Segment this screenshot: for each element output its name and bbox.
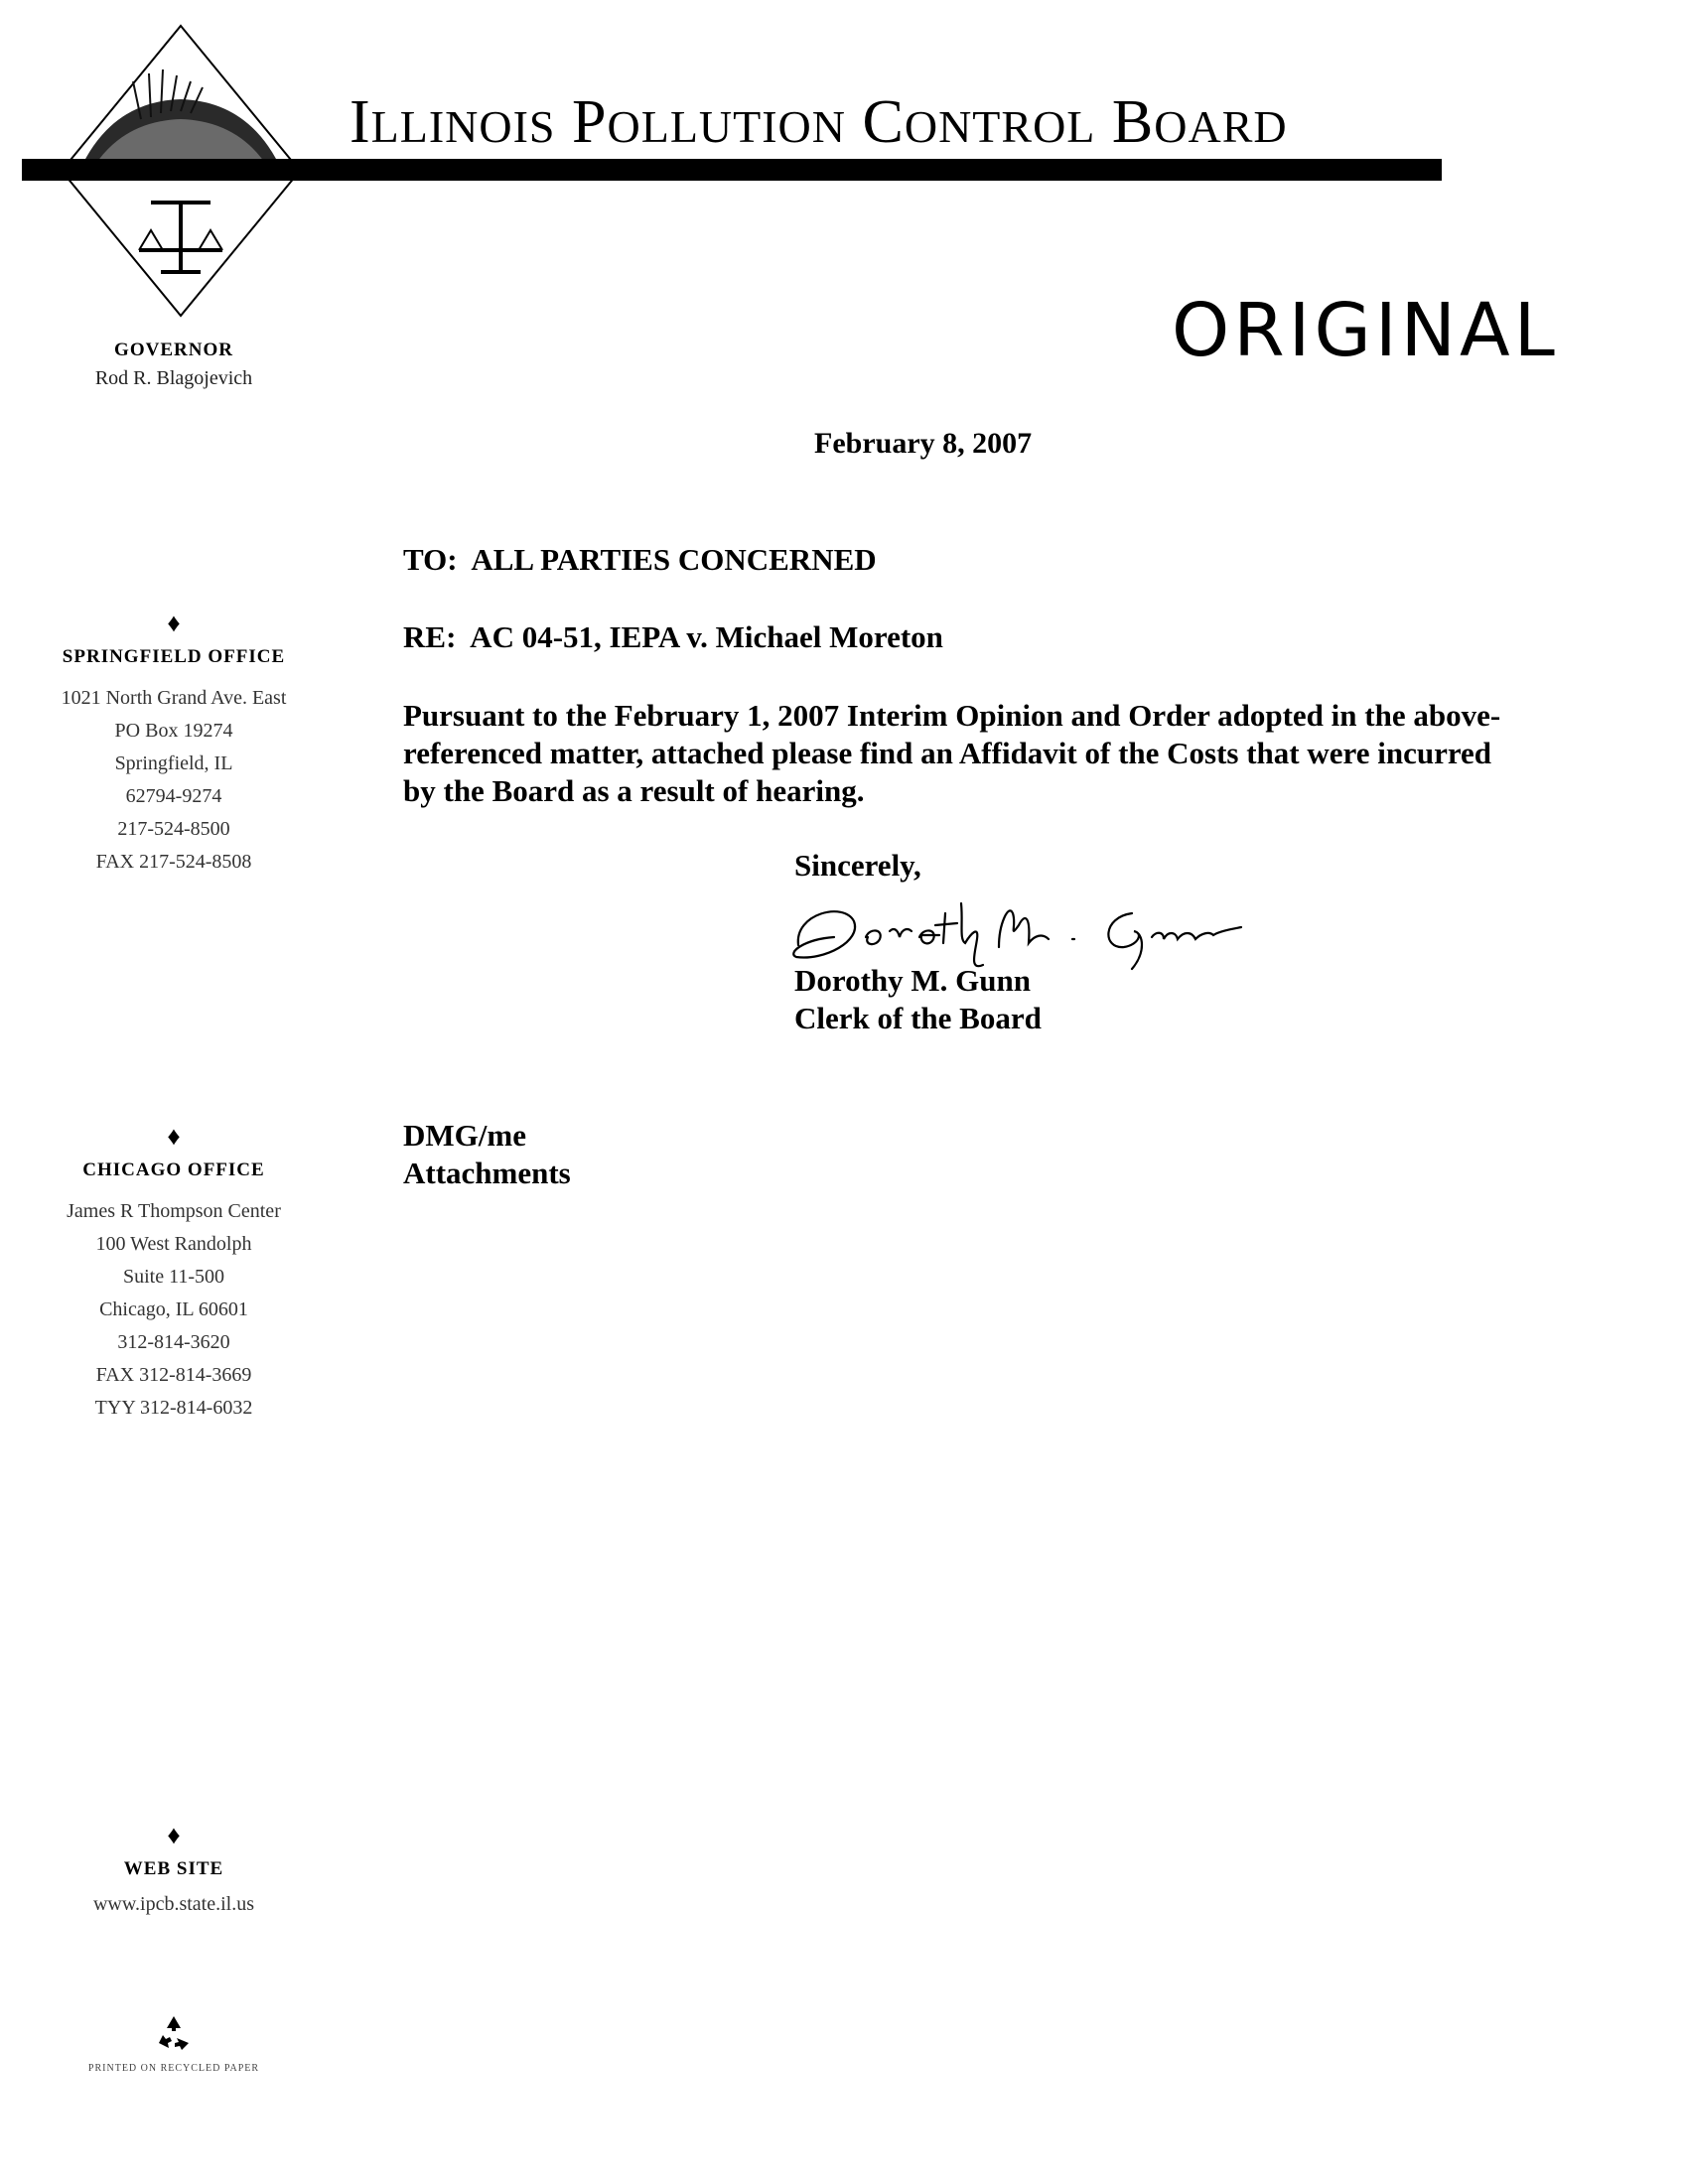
recycle-block bbox=[20, 2013, 328, 2074]
springfield-address-line: PO Box 19274 bbox=[114, 720, 233, 742]
springfield-address-line: Springfield, IL bbox=[114, 752, 233, 774]
website-block bbox=[20, 1823, 328, 1921]
diamond-bullet-icon: ♦ bbox=[167, 1821, 181, 1849]
board-name bbox=[350, 88, 1442, 156]
chicago-office-block bbox=[20, 1124, 328, 1425]
board-name-word: CONTROL bbox=[862, 88, 1096, 156]
diamond-bullet-icon: ♦ bbox=[167, 609, 181, 637]
recycle-icon bbox=[154, 2013, 194, 2053]
chicago-address-line: 100 West Randolph bbox=[95, 1233, 252, 1255]
governor-block bbox=[20, 338, 328, 393]
typist-initials: DMG/me bbox=[403, 1118, 526, 1153]
letter-date: February 8, 2007 bbox=[814, 427, 1033, 460]
signer-title: Clerk of the Board bbox=[794, 1001, 1042, 1035]
letter-closing: Sincerely, bbox=[794, 848, 921, 883]
springfield-fax: FAX 217-524-8508 bbox=[95, 851, 252, 873]
chicago-address-line: Suite 11-500 bbox=[122, 1266, 225, 1288]
signer-name: Dorothy M. Gunn bbox=[794, 963, 1031, 998]
website-url: www.ipcb.state.il.us bbox=[92, 1893, 254, 1915]
diamond-bullet-icon: ♦ bbox=[167, 1122, 181, 1151]
governor-name: Rod R. Blagojevich bbox=[94, 367, 253, 389]
board-name-word: BOARD bbox=[1111, 88, 1288, 156]
subject-line: RE: AC 04-51, IEPA v. Michael Moreton bbox=[403, 619, 943, 654]
board-name-word: POLLUTION bbox=[572, 88, 846, 156]
springfield-phone: 217-524-8500 bbox=[117, 818, 230, 840]
board-logo bbox=[22, 22, 320, 340]
original-stamp: ORIGINAL bbox=[1172, 288, 1559, 373]
springfield-office-title: SPRINGFIELD OFFICE bbox=[62, 646, 286, 667]
springfield-address-line: 62794-9274 bbox=[125, 785, 222, 807]
chicago-address-line: James R Thompson Center bbox=[67, 1200, 281, 1222]
chicago-address-line: Chicago, IL 60601 bbox=[99, 1298, 248, 1320]
chicago-tty: TYY 312-814-6032 bbox=[94, 1397, 253, 1419]
letter-body: Pursuant to the February 1, 2007 Interim Opinion and Order adopted in the above-referenced matter, attached please find an Affidavit of the Costs that were incurred by the Board as a result of hearing. bbox=[403, 698, 1501, 808]
recipient-line: TO: ALL PARTIES CONCERNED bbox=[403, 542, 877, 577]
letterhead-rule bbox=[22, 159, 1442, 181]
governor-title: GOVERNOR bbox=[114, 340, 233, 360]
springfield-office-block bbox=[20, 611, 328, 879]
enclosure-note: Attachments bbox=[403, 1156, 571, 1190]
board-name-word: ILLINOIS bbox=[350, 88, 556, 156]
chicago-office-title: CHICAGO OFFICE bbox=[82, 1160, 265, 1180]
website-title: WEB SITE bbox=[123, 1858, 224, 1879]
recycle-notice: PRINTED ON RECYCLED PAPER bbox=[87, 2063, 260, 2074]
chicago-phone: 312-814-3620 bbox=[117, 1331, 230, 1353]
chicago-fax: FAX 312-814-3669 bbox=[95, 1364, 252, 1386]
springfield-address-line: 1021 North Grand Ave. East bbox=[61, 687, 287, 709]
